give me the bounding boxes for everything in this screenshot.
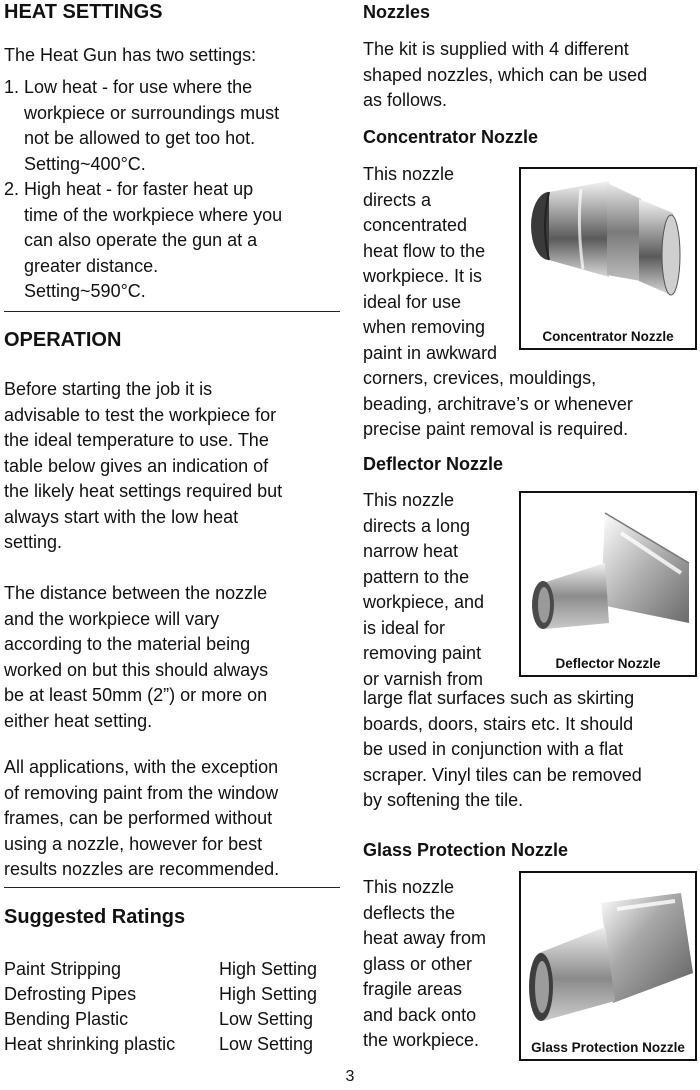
text-line: paint in awkward [363,342,498,363]
rating-setting: Low Setting [219,1009,314,1029]
text-line: corners, crevices, mouldings, [363,368,597,388]
concentrator-heading: Concentrator Nozzle [363,127,539,147]
text-line: frames, can be performed without [4,808,273,828]
text-line: the workpiece. [363,1030,480,1050]
text-line: Before starting the job it is [4,379,213,399]
glass-heading: Glass Protection Nozzle [363,840,569,860]
text-line: This nozzle [363,877,455,897]
text-line: This nozzle [363,164,455,184]
text-line: results nozzles are recommended. [4,859,280,879]
glass-protection-nozzle-figure [519,871,697,1061]
text-line: when removing [363,317,486,337]
text-line: the likely heat settings required but [4,481,283,501]
text-line: narrow heat [363,541,459,561]
text-line: using a nozzle, however for best [4,833,263,854]
text-line: or varnish from [363,668,484,689]
text-line: always start with the low heat [4,506,239,527]
heat-settings-intro: The Heat Gun has two settings: [4,45,257,65]
rating-application: Heat shrinking plastic [4,1034,176,1054]
text-line: fragile areas [363,979,463,999]
rating-application: Defrosting Pipes [4,984,137,1004]
text-line: large flat surfaces such as skirting [363,688,635,708]
ratings-heading: Suggested Ratings [4,906,186,928]
page-number: 3 [345,1068,355,1085]
nozzles-heading: Nozzles [363,2,431,22]
glass-text-narrow [363,875,523,1054]
text-line: greater distance. [24,255,159,276]
text-line: The kit is supplied with 4 different [363,39,629,59]
concentrator-nozzle-figure [519,167,697,350]
text-line: Setting~590°C. [24,281,146,301]
heat-settings-list [4,75,334,305]
text-line: workpiece. It is [363,266,483,286]
text-line: is ideal for [363,617,446,638]
text-line: precise paint removal is required. [363,419,629,439]
text-line: This nozzle [363,490,455,510]
text-line: heat away from [363,928,487,948]
concentrator-nozzle-image [521,169,695,324]
glass-protection-nozzle-caption: Glass Protection Nozzle [531,1040,685,1055]
text-line: removing paint [363,643,482,663]
operation-para-2 [4,581,344,734]
text-line: Setting~400°C. [24,153,146,174]
operation-para-3 [4,755,344,883]
list-item [4,75,334,177]
table-row [4,1007,344,1032]
divider [4,887,340,888]
text-line: workpiece or surroundings must [24,102,280,123]
text-line: High heat - for faster heat up [24,179,254,199]
text-line: by softening the tile. [363,790,524,810]
text-line: ideal for use [363,291,462,312]
rating-application: Paint Stripping [4,959,122,979]
list-number: 1. [4,77,20,97]
text-line: the ideal temperature to use. The [4,430,269,450]
text-line: worked on but this should always [4,659,269,680]
text-line: glass or other [363,953,473,974]
rating-application: Bending Plastic [4,1009,129,1029]
text-line: deflects the [363,902,456,923]
text-line: The distance between the nozzle [4,583,268,603]
text-line: be used in conjunction with a flat [363,739,624,759]
list-item [4,177,334,305]
table-row [4,982,344,1007]
table-row [4,1032,344,1057]
text-line: concentrated [363,215,468,235]
deflector-text-wide [363,686,700,814]
text-line: beading, architrave’s or whenever [363,393,633,414]
divider [4,311,340,312]
text-line: Low heat - for use where the [24,77,253,97]
concentrator-text-wide [363,366,700,443]
text-line: directs a long [363,515,471,536]
text-line: of removing paint from the window [4,782,279,803]
operation-para-1 [4,377,344,556]
text-line: advisable to test the workpiece for [4,404,277,425]
text-line: heat flow to the [363,240,486,261]
text-line: time of the workpiece where you [24,204,283,225]
operation-heading: OPERATION [4,329,122,351]
rating-setting: High Setting [219,984,318,1004]
deflector-nozzle-image [521,493,695,653]
text-line: All applications, with the exception [4,757,279,777]
text-line: pattern to the [363,566,470,587]
text-line: directs a [363,189,432,210]
text-line: be at least 50mm (2”) or more on [4,685,268,705]
concentrator-text-narrow [363,162,523,366]
text-line: setting. [4,532,63,552]
text-line: table below gives an indication of [4,455,269,476]
deflector-heading: Deflector Nozzle [363,454,504,474]
text-line: not be allowed to get too hot. [24,128,256,148]
text-line: scraper. Vinyl tiles can be removed [363,764,642,785]
concentrator-nozzle-caption: Concentrator Nozzle [542,329,674,344]
text-line: shaped nozzles, which can be used [363,64,648,85]
heat-settings-heading: HEAT SETTINGS [4,1,163,23]
text-line: as follows. [363,90,448,110]
text-line: either heat setting. [4,710,153,731]
nozzles-intro [363,37,700,114]
deflector-nozzle-figure [519,491,697,677]
text-line: and back onto [363,1004,477,1025]
table-row [4,957,344,982]
text-line: workpiece, and [363,592,485,612]
list-number: 2. [4,179,20,199]
text-line: boards, doors, stairs etc. It should [363,713,634,734]
glass-protection-nozzle-image [521,873,695,1037]
text-line: and the workpiece will vary [4,608,220,629]
text-line: according to the material being [4,634,251,654]
text-line: can also operate the gun at a [24,230,258,250]
rating-setting: High Setting [219,959,318,979]
rating-setting: Low Setting [219,1034,314,1054]
deflector-text-narrow [363,488,523,692]
deflector-nozzle-caption: Deflector Nozzle [555,656,661,671]
